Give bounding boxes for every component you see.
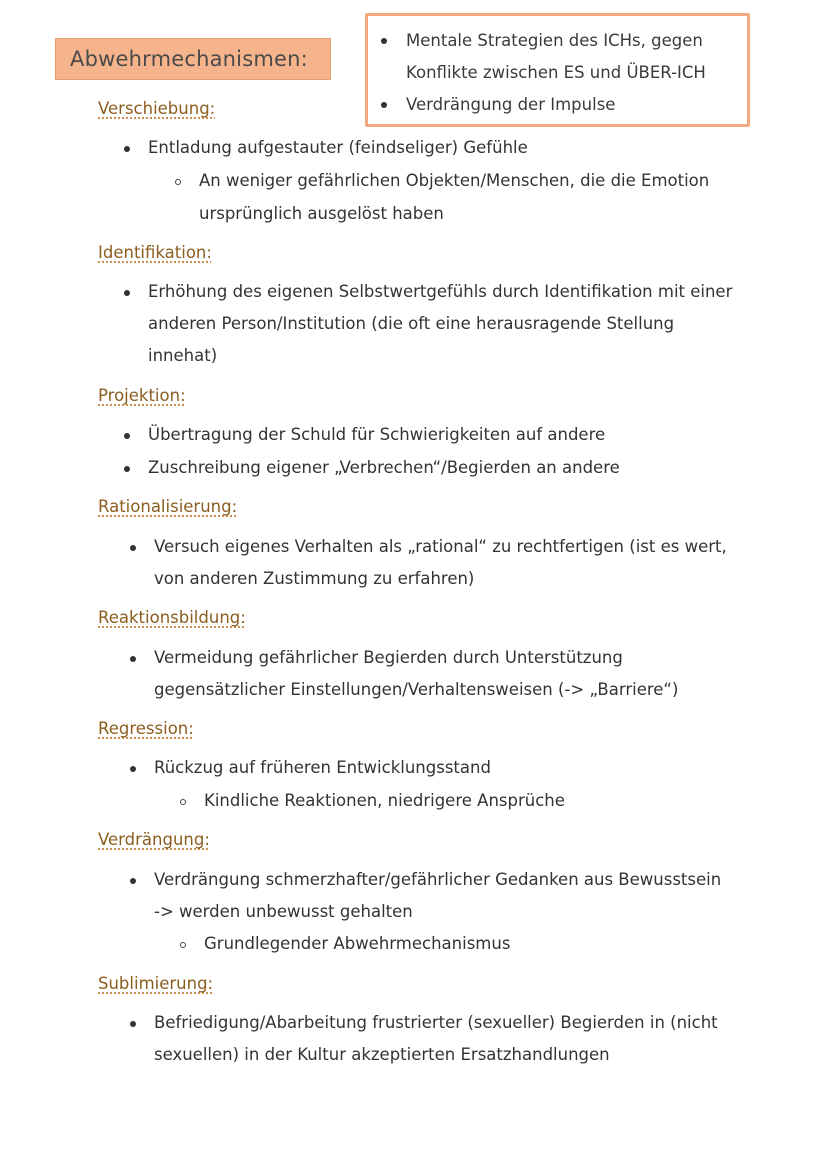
heading-verdraengung: Verdrängung: — [98, 830, 210, 849]
list-item: Verdrängung schmerzhafter/gefährlicher Gedanken aus Bewusstsein — [154, 870, 722, 889]
sub-bullet-icon — [180, 942, 186, 948]
list-item: Entladung aufgestauter (feindseliger) Gefühle — [148, 138, 528, 157]
list-item-continued: gegensätzlicher Einstellungen/Verhaltensweisen (-> „Barriere“) — [154, 680, 679, 699]
list-item-continued: sexuellen) in der Kultur akzeptierten Ersatzhandlungen — [154, 1045, 610, 1064]
list-item-continued: von anderen Zustimmung zu erfahren) — [154, 569, 475, 588]
list-item: Erhöhung des eigenen Selbstwertgefühls durch Identifikation mit einer — [148, 282, 733, 301]
heading-verschiebung: Verschiebung: — [98, 99, 216, 118]
heading-rationalisierung: Rationalisierung: — [98, 497, 238, 516]
definition-line: Konflikte zwischen ES und ÜBER-ICH — [406, 63, 706, 82]
list-item-continued: -> werden unbewusst gehalten — [154, 902, 413, 921]
heading-sublimierung: Sublimierung: — [98, 974, 214, 993]
list-item: Übertragung der Schuld für Schwierigkeiten auf andere — [148, 425, 606, 444]
sub-list-item: Grundlegender Abwehrmechanismus — [204, 934, 511, 953]
sub-bullet-icon — [175, 179, 181, 185]
bullet-icon — [130, 766, 136, 772]
bullet-icon — [124, 466, 130, 472]
bullet-icon — [124, 433, 130, 439]
bullet-icon — [130, 656, 136, 662]
heading-regression: Regression: — [98, 719, 194, 738]
heading-projektion: Projektion: — [98, 386, 186, 405]
heading-reaktionsbildung: Reaktionsbildung: — [98, 608, 246, 627]
definition-line: Mentale Strategien des ICHs, gegen — [406, 31, 703, 50]
bullet-icon — [130, 545, 136, 551]
list-item-continued: anderen Person/Institution (die oft eine herausragende Stellung — [148, 314, 675, 333]
list-item: Zuschreibung eigener „Verbrechen“/Begierden an andere — [148, 458, 620, 477]
sub-bullet-icon — [180, 799, 186, 805]
bullet-icon — [130, 878, 136, 884]
definition-item — [406, 25, 746, 89]
list-item-continued: innehat) — [148, 346, 218, 365]
sub-list-item: An weniger gefährlichen Objekten/Menschen, die die Emotion — [199, 171, 710, 190]
bullet-icon — [130, 1021, 136, 1027]
bullet-icon — [124, 290, 130, 296]
list-item: Befriedigung/Abarbeitung frustrierter (sexueller) Begierden in (nicht — [154, 1013, 718, 1032]
definition-list — [406, 25, 746, 121]
list-item: Vermeidung gefährlicher Begierden durch Unterstützung — [154, 648, 623, 667]
list-item: Versuch eigenes Verhalten als „rational“ zu rechtfertigen (ist es wert, — [154, 537, 727, 556]
bullet-icon — [124, 146, 130, 152]
heading-identifikation: Identifikation: — [98, 243, 212, 262]
sub-list-item: Kindliche Reaktionen, niedrigere Ansprüche — [204, 791, 565, 810]
sub-list-item-continued: ursprünglich ausgelöst haben — [199, 204, 444, 223]
definition-box — [365, 13, 750, 127]
page-title: Abwehrmechanismen: — [55, 38, 331, 80]
list-item: Rückzug auf früheren Entwicklungsstand — [154, 758, 491, 777]
definition-item: Verdrängung der Impulse — [406, 89, 746, 121]
